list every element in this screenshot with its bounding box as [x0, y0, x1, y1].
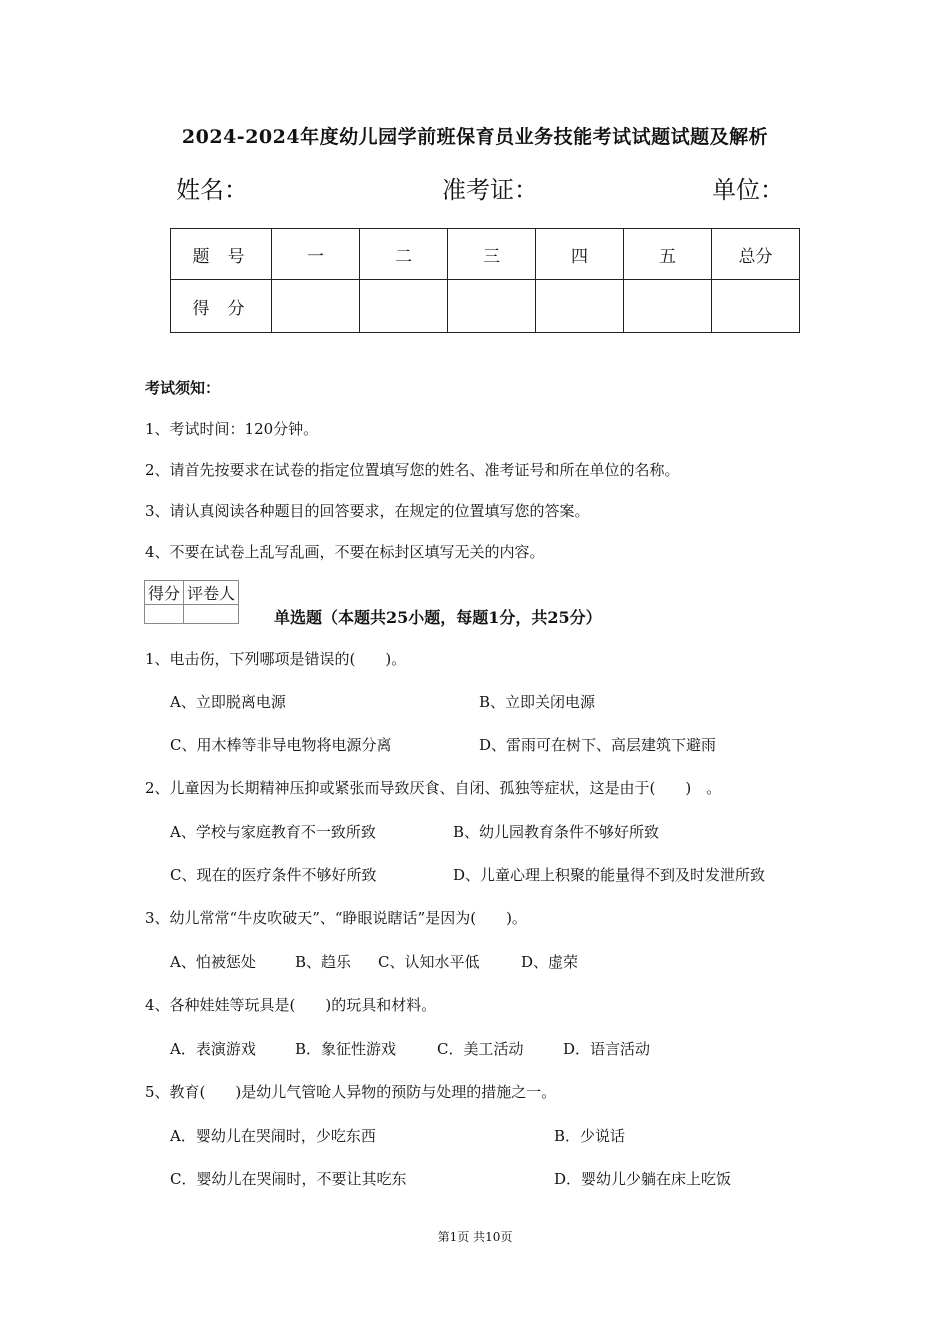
question-3: 3、幼儿常常“牛皮吹破天”、“睁眼说瞎话”是因为( )。 [145, 909, 527, 927]
q1-option-c: C、用木棒等非导电物将电源分离 [170, 736, 392, 754]
grader-score-cell[interactable] [145, 605, 184, 624]
q5-option-b: B．少说话 [554, 1127, 626, 1145]
score-cell[interactable] [360, 280, 448, 333]
q3-option-a: A、怕被惩处 [170, 953, 256, 971]
score-col-total: 总分 [712, 229, 800, 280]
unit-label: 单位： [712, 176, 784, 204]
question-5: 5、教育( )是幼儿气管呛人异物的预防与处理的措施之一。 [145, 1083, 557, 1101]
grader-score-label: 得分 [145, 581, 184, 605]
notice-title: 考试须知： [145, 379, 221, 397]
notice-item: 1、考试时间：120分钟。 [145, 420, 319, 438]
notice-item: 3、请认真阅读各种题目的回答要求，在规定的位置填写您的答案。 [145, 502, 590, 520]
q2-option-b: B、幼儿园教育条件不够好所致 [453, 823, 660, 841]
q3-option-c: C、认知水平低 [378, 953, 480, 971]
score-col-5: 五 [624, 229, 712, 280]
score-col-1: 一 [272, 229, 360, 280]
q5-option-c: C．婴幼儿在哭闹时，不要让其吃东 [170, 1170, 407, 1188]
score-cell[interactable] [712, 280, 800, 333]
notice-item: 2、请首先按要求在试卷的指定位置填写您的姓名、准考证号和所在单位的名称。 [145, 461, 680, 479]
score-cell[interactable] [624, 280, 712, 333]
q2-option-a: A、学校与家庭教育不一致所致 [170, 823, 376, 841]
q5-option-d: D．婴幼儿少躺在床上吃饭 [554, 1170, 732, 1188]
q4-option-d: D．语言活动 [563, 1040, 651, 1058]
score-cell[interactable] [536, 280, 624, 333]
q4-option-c: C．美工活动 [437, 1040, 524, 1058]
question-2: 2、儿童因为长期精神压抑或紧张而导致厌食、自闭、孤独等症状，这是由于( ) 。 [145, 779, 722, 797]
score-col-4: 四 [536, 229, 624, 280]
grader-reviewer-label: 评卷人 [184, 581, 239, 605]
q2-option-c: C、现在的医疗条件不够好所致 [170, 866, 377, 884]
grader-box [144, 580, 239, 624]
question-4: 4、各种娃娃等玩具是( )的玩具和材料。 [145, 996, 437, 1014]
score-col-3: 三 [448, 229, 536, 280]
q1-option-b: B、立即关闭电源 [479, 693, 596, 711]
name-label: 姓名： [176, 176, 248, 204]
score-table [170, 228, 800, 333]
score-table-row-label: 得分 [171, 280, 272, 333]
score-cell[interactable] [448, 280, 536, 333]
ticket-label: 准考证： [442, 176, 538, 204]
grader-reviewer-cell[interactable] [184, 605, 239, 624]
page-footer: 第1页 共10页 [437, 1230, 513, 1244]
q1-option-d: D、雷雨可在树下、高层建筑下避雨 [479, 736, 717, 754]
q4-option-a: A．表演游戏 [170, 1040, 256, 1058]
q1-option-a: A、立即脱离电源 [170, 693, 286, 711]
score-table-head-label: 题号 [171, 229, 272, 280]
score-col-2: 二 [360, 229, 448, 280]
q5-option-a: A．婴幼儿在哭闹时，少吃东西 [170, 1127, 376, 1145]
notice-item: 4、不要在试卷上乱写乱画，不要在标封区填写无关的内容。 [145, 543, 545, 561]
section-title: 单选题（本题共25小题，每题1分，共25分） [274, 608, 602, 627]
question-1: 1、电击伤，下列哪项是错误的( )。 [145, 650, 407, 668]
score-cell[interactable] [272, 280, 360, 333]
q4-option-b: B．象征性游戏 [295, 1040, 397, 1058]
page-title: 2024-2024年度幼儿园学前班保育员业务技能考试试题试题及解析 [181, 126, 769, 148]
q3-option-d: D、虚荣 [521, 953, 579, 971]
q3-option-b: B、趋乐 [295, 953, 352, 971]
q2-option-d: D、儿童心理上积聚的能量得不到及时发泄所致 [453, 866, 766, 884]
